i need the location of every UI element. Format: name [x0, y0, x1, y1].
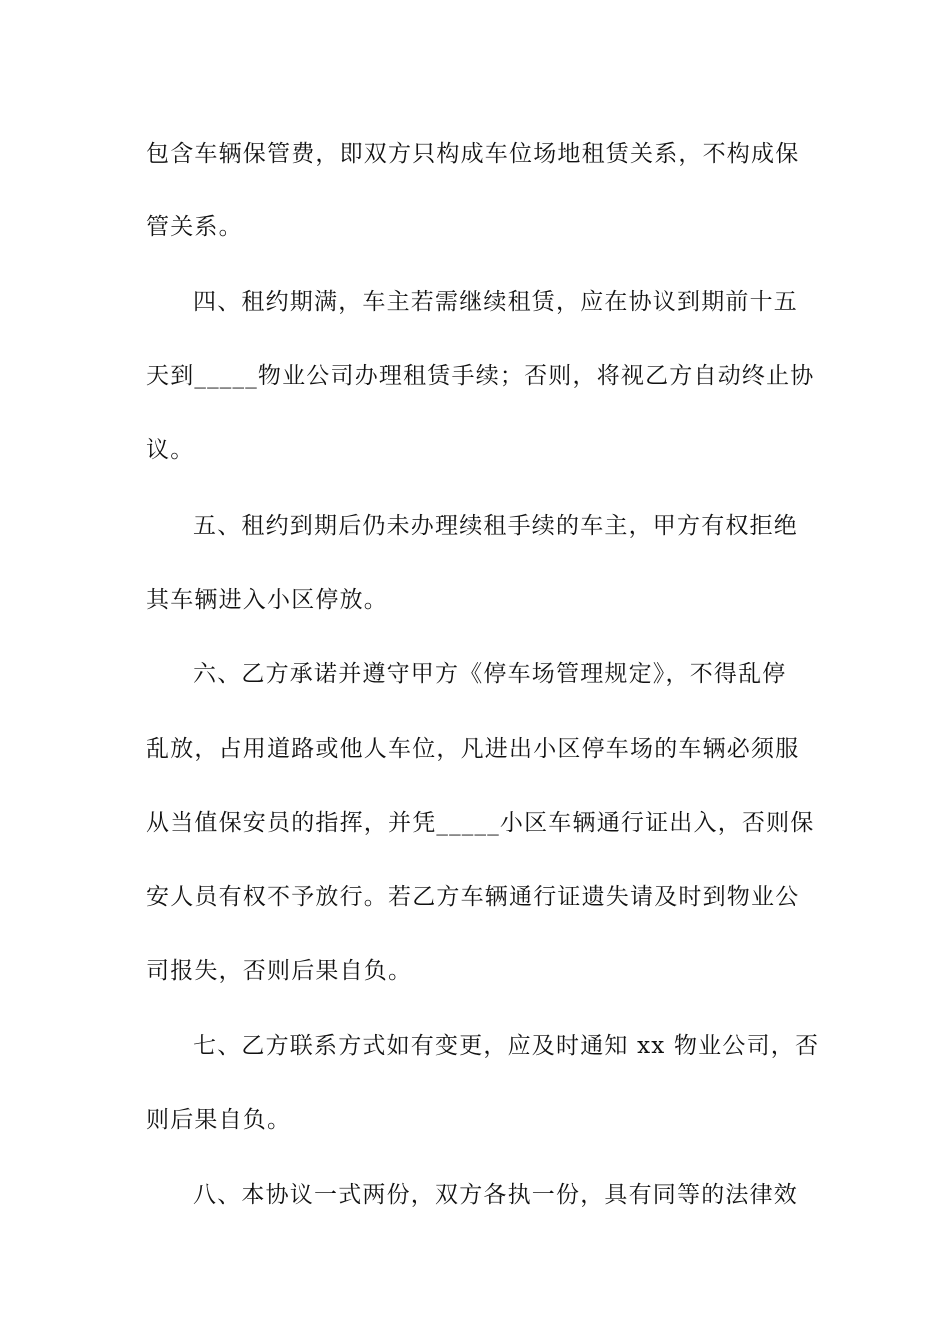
text-line: 其车辆进入小区停放。	[146, 587, 388, 613]
paragraph-8-start: 八、本协议一式两份，双方各执一份，具有同等的法律效	[193, 1182, 798, 1208]
text-line: 包含车辆保管费，即双方只构成车位场地租赁关系，不构成保	[146, 141, 800, 167]
text-line: 管关系。	[146, 214, 243, 240]
text-line: 议。	[146, 437, 195, 463]
paragraph-6-start: 六、乙方承诺并遵守甲方《停车场管理规定》，不得乱停	[193, 661, 787, 687]
paragraph-5-start: 五、租约到期后仍未办理续租手续的车主，甲方有权拒绝	[193, 513, 798, 539]
text-line: 安人员有权不予放行。若乙方车辆通行证遗失请及时到物业公	[146, 884, 800, 910]
paragraph-7-start: 七、乙方联系方式如有变更，应及时通知 xx 物业公司，否	[193, 1033, 820, 1059]
text-line: 从当值保安员的指挥，并凭_____小区车辆通行证出入，否则保	[146, 810, 815, 836]
paragraph-4-start: 四、租约期满，车主若需继续租赁，应在协议到期前十五	[193, 289, 798, 315]
text-line: 则后果自负。	[146, 1107, 292, 1133]
text-line: 天到_____物业公司办理租赁手续；否则，将视乙方自动终止协	[146, 363, 815, 389]
text-line: 乱放，占用道路或他人车位，凡进出小区停车场的车辆必须服	[146, 736, 800, 762]
text-line: 司报失，否则后果自负。	[146, 958, 413, 984]
